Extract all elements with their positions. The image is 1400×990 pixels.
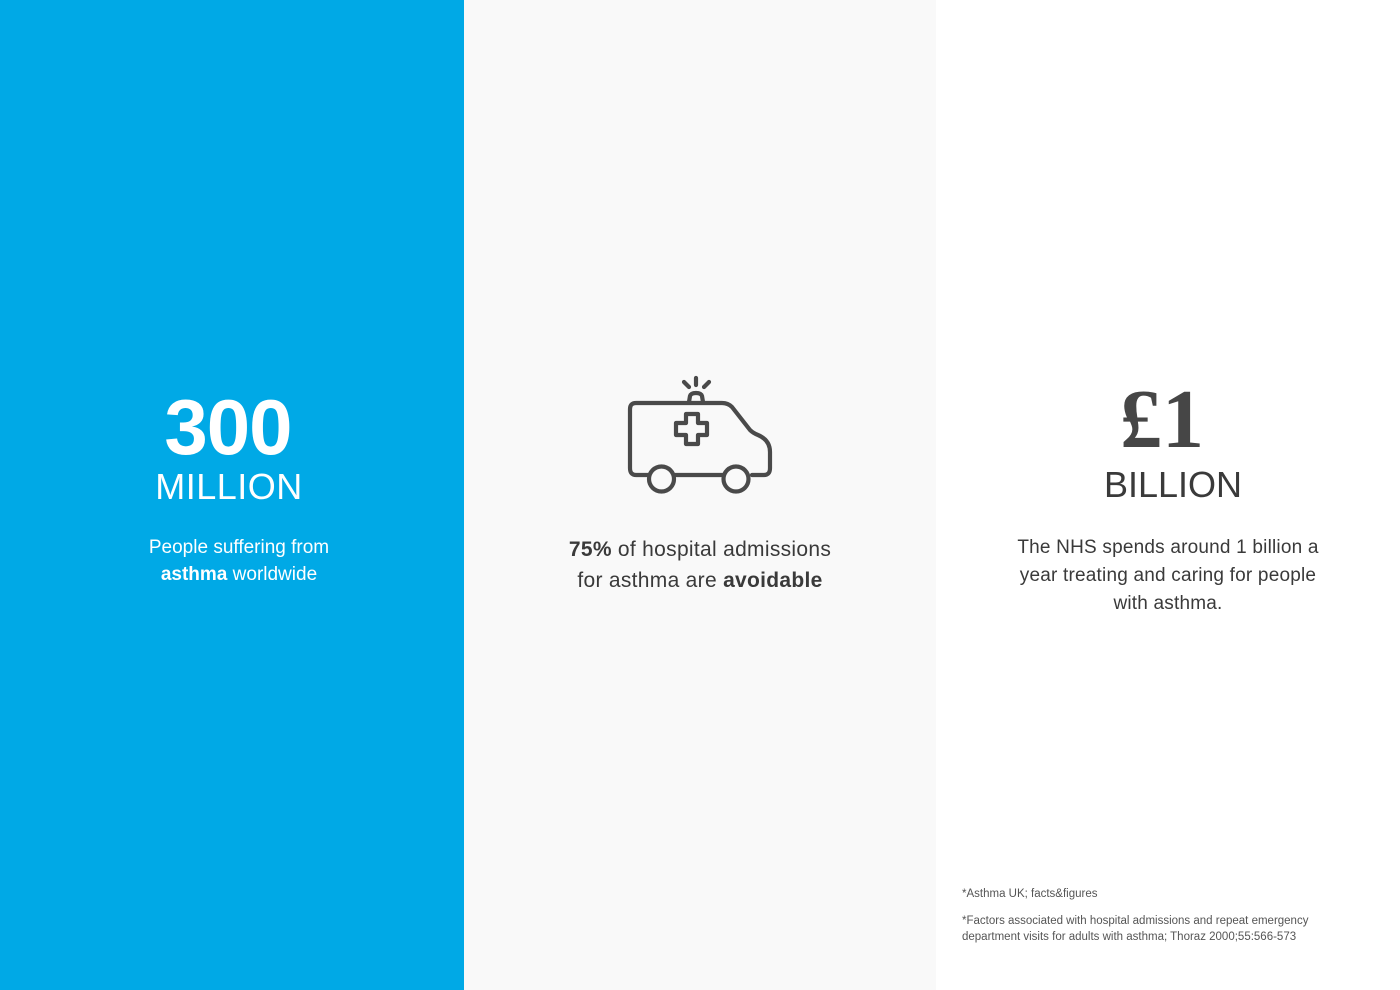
- stat-panel-nhs-cost: [936, 0, 1400, 990]
- description-line: People suffering from: [148, 537, 330, 558]
- description-emphasis: 75%: [568, 538, 612, 561]
- stat-description: [976, 534, 1360, 618]
- stat-description: [0, 534, 478, 588]
- description-line: of hospital admissions: [611, 538, 832, 561]
- footnote-line: *Factors associated with hospital admissions and repeat emergency: [962, 915, 1309, 927]
- stat-description: [464, 534, 936, 596]
- description-line: The NHS spends around 1 billion a: [1017, 537, 1319, 558]
- stat-panel-sufferers: [0, 0, 464, 990]
- description-line: year treating and caring for people: [1019, 565, 1317, 586]
- stat-number: £1: [1120, 373, 1204, 466]
- stat-panel-admissions: [464, 0, 936, 990]
- ambulance-icon: [626, 374, 776, 496]
- description-line: worldwide: [227, 564, 318, 585]
- stat-unit: MILLION: [155, 466, 303, 507]
- footnote-source: *Asthma UK; facts&figures: [962, 888, 1098, 900]
- footnote-line: department visits for adults with asthma; Thoraz 2000;55:566-573: [962, 931, 1297, 943]
- footnote-reference: [962, 913, 1382, 945]
- stat-unit: BILLION: [1103, 464, 1243, 505]
- stat-number: 300: [164, 383, 292, 471]
- description-emphasis: asthma: [160, 564, 228, 585]
- description-line: for asthma are: [577, 569, 724, 592]
- description-line: with asthma.: [1113, 593, 1223, 614]
- description-emphasis: avoidable: [723, 569, 823, 592]
